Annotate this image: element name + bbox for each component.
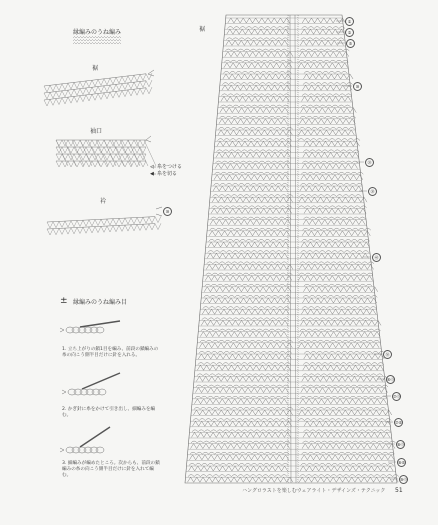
row-marker: ① xyxy=(345,17,354,26)
step-number: 2. xyxy=(62,407,67,412)
legend-symbol-cut: ◀ xyxy=(150,171,154,177)
edging-row-marker: ⑩ xyxy=(163,207,172,216)
step-1 xyxy=(62,347,162,359)
ridge-symbol: ± xyxy=(60,296,68,306)
row-marker: ⑩ xyxy=(353,82,362,91)
edging-title: 縁編みのうね編み xyxy=(73,29,122,36)
step-text: 細編みが編めたところ。次からも、前段の鎖編みの糸の向こう側半目だけに針を入れて編む。 xyxy=(62,461,160,479)
step-number: 3. xyxy=(62,461,67,466)
ridge-title: 縁編みのうね編み目 xyxy=(73,299,128,306)
step-number: 1. xyxy=(62,347,67,352)
footer-text: ハングロラストを楽しむウェアライト・デザインズ・テクニック xyxy=(242,488,386,494)
row-marker: ㊵ xyxy=(372,253,381,262)
row-marker: ⑥⓪ xyxy=(387,377,395,382)
hem-edging-label: 裾 xyxy=(92,65,99,72)
row-marker: ⑧⑤ xyxy=(398,460,406,465)
row-marker: ⑤ xyxy=(346,39,355,48)
legend-symbol-attach: ◁ xyxy=(150,164,154,170)
row-marker: ⑳ xyxy=(365,158,374,167)
row-marker: ⑨⓪ xyxy=(400,477,408,482)
row-marker: ⑦⓪ xyxy=(393,394,401,399)
neck-edging-label: 衿 xyxy=(100,198,107,205)
step-3 xyxy=(62,461,162,480)
cuff-edging-label: 袖口 xyxy=(90,128,103,135)
row-marker: ⑧⓪ xyxy=(397,442,405,447)
row-marker: ② xyxy=(345,28,354,37)
legend-text-attach: 糸をつける xyxy=(157,164,183,170)
legend-text-cut: 糸を切る xyxy=(157,171,178,177)
row-marker: ㉚ xyxy=(368,187,377,196)
page-number: 51 xyxy=(395,487,403,494)
row-marker: ⑦⑤ xyxy=(395,420,403,425)
body-chart-label: 裾 xyxy=(199,26,206,33)
step-text: 立ち上がりの鎖1目を編み、前段の鎖編みの糸の向こう側半目だけに針を入れる。 xyxy=(62,347,159,359)
row-marker: ㊿ xyxy=(383,350,392,359)
step-text: かぎ針に糸をかけて引き出し、細編みを編む。 xyxy=(62,407,156,419)
step-2 xyxy=(62,407,162,419)
